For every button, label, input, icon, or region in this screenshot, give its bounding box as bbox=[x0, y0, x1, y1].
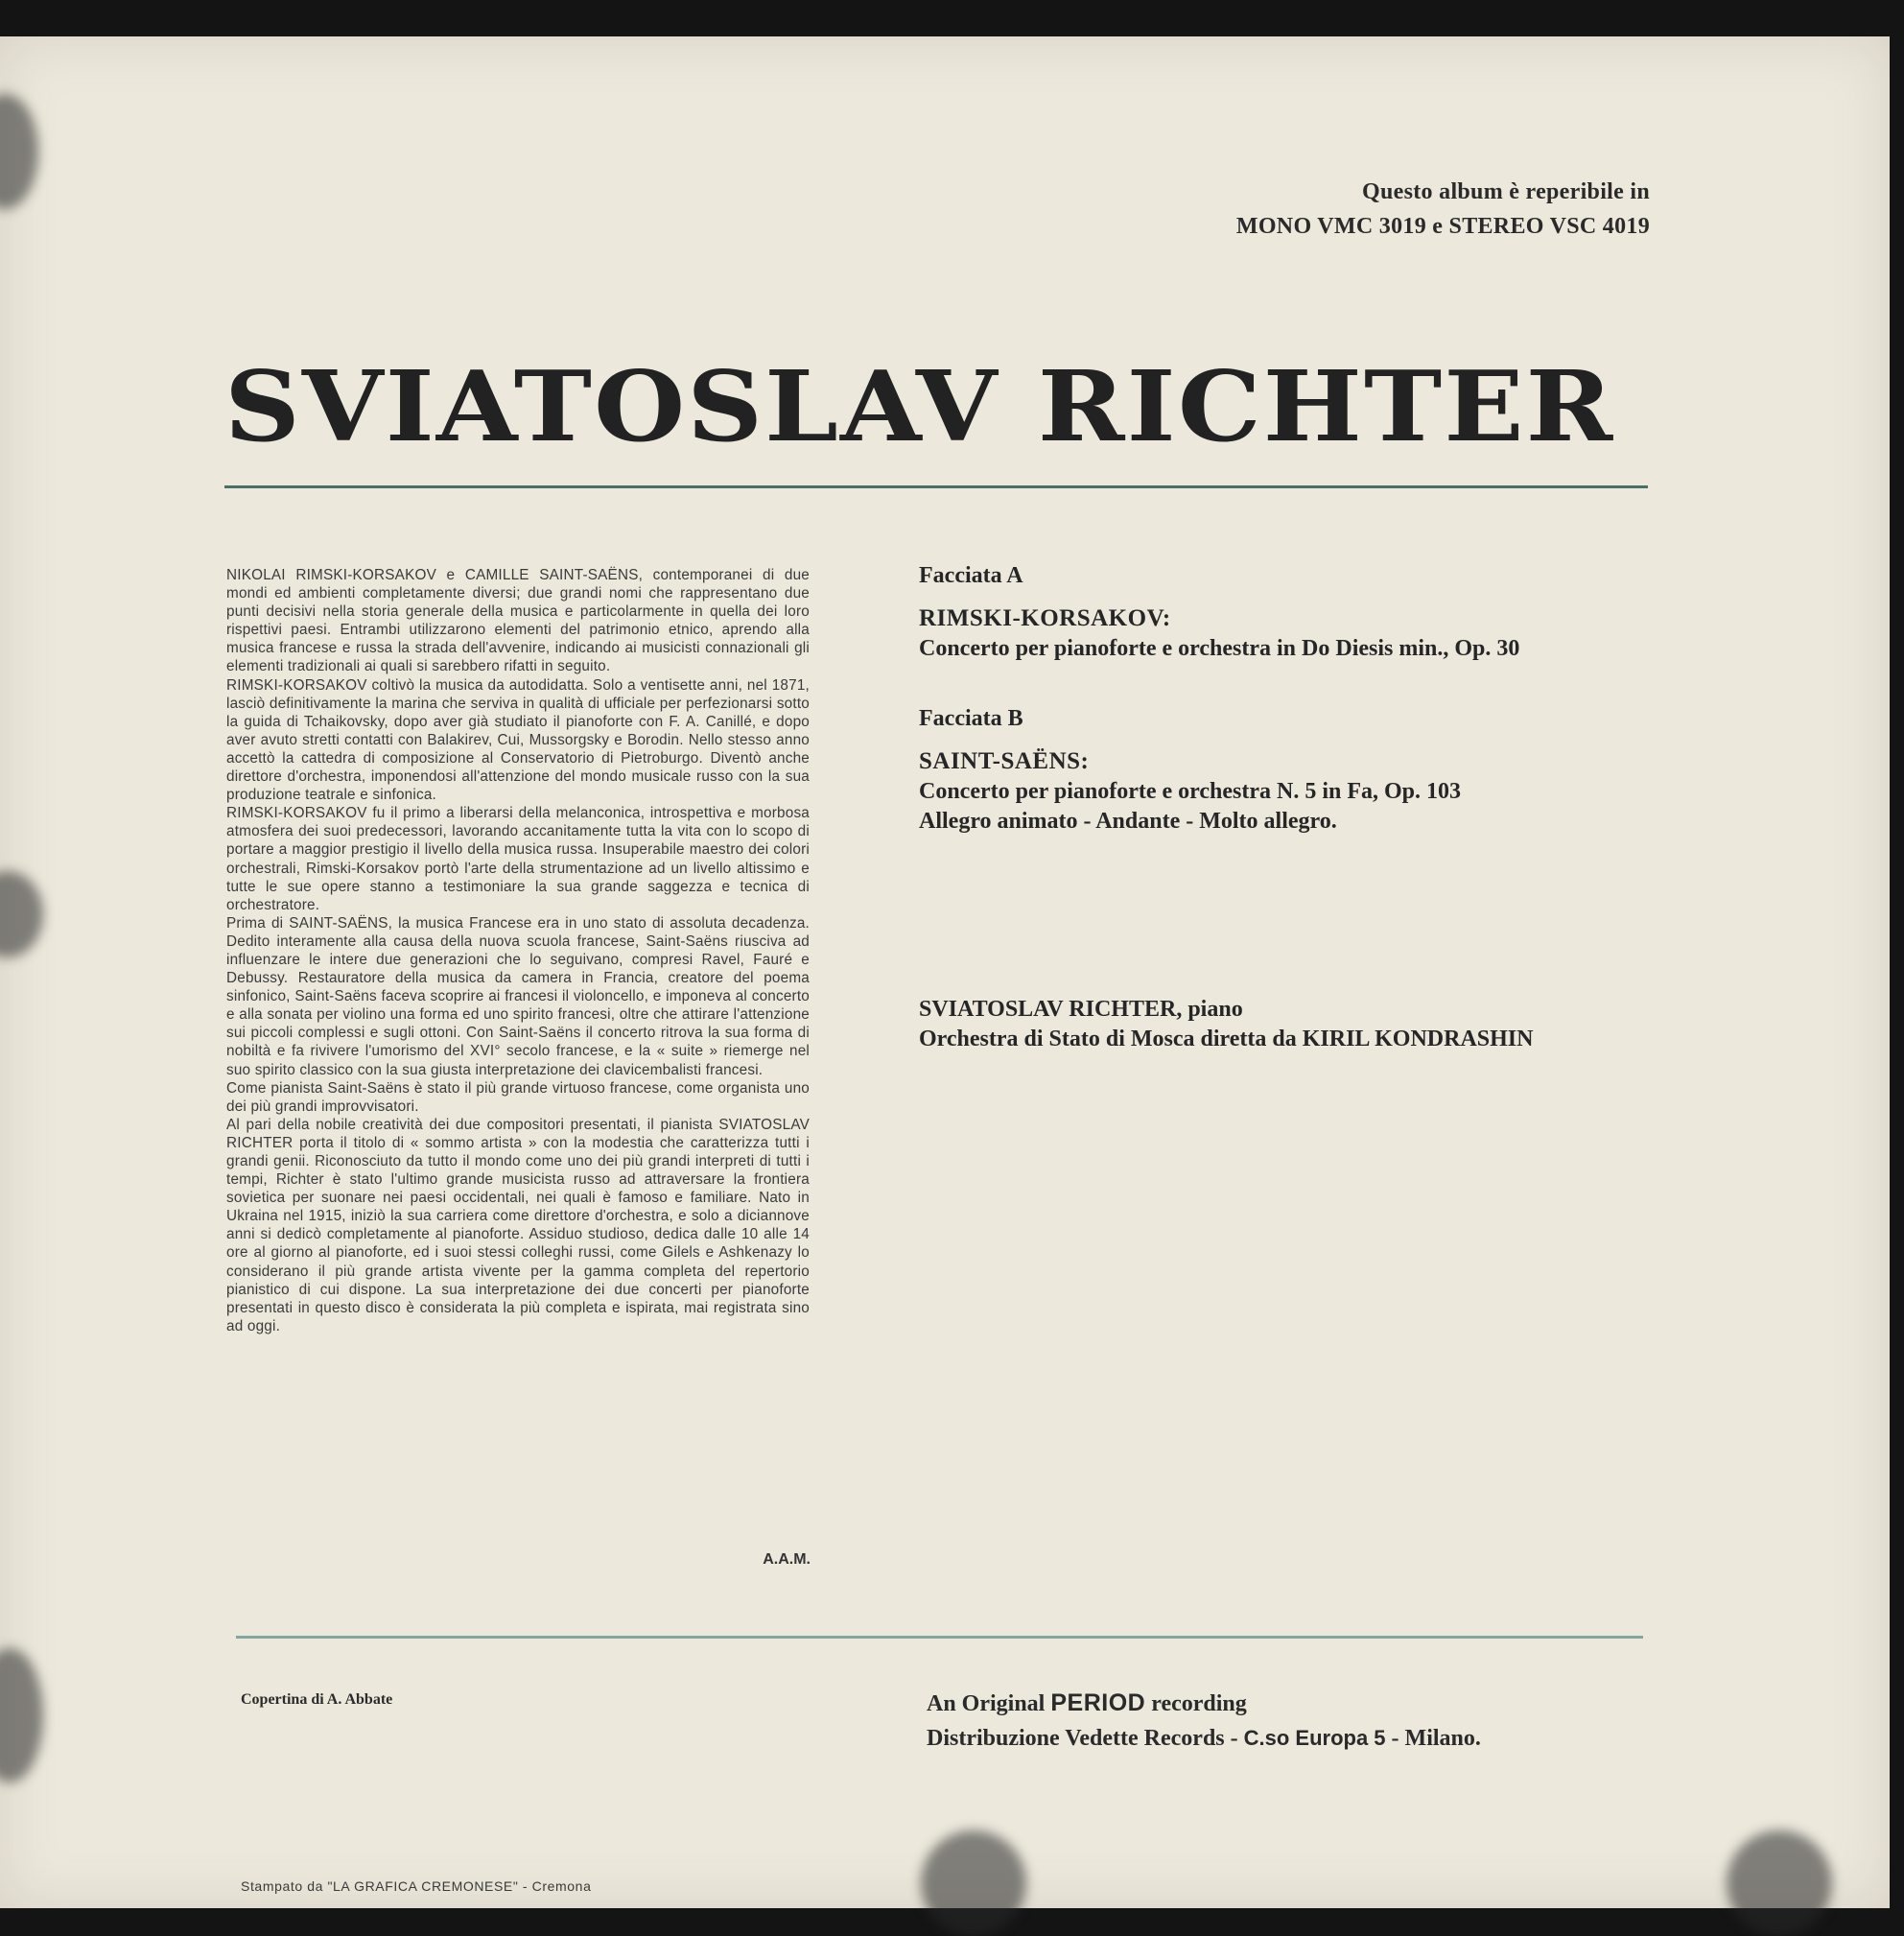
side-a-work: Concerto per pianoforte e orchestra in Do Diesis min., Op. 30 bbox=[919, 636, 1520, 661]
recording-prefix: An Original bbox=[927, 1691, 1046, 1716]
edge-shadow bbox=[0, 94, 38, 209]
edge-shadow bbox=[1727, 1830, 1832, 1936]
label-info bbox=[927, 1686, 1481, 1756]
notes-signature: A.A.M. bbox=[763, 1551, 811, 1568]
side-b-movements: Allegro animato - Andante - Molto allegro. bbox=[919, 809, 1337, 834]
side-a-label: Facciata A bbox=[919, 563, 1023, 588]
notes-paragraph: Come pianista Saint-Saëns è stato il più grande virtuoso francese, come organista uno dei più grandi improvvisatori. bbox=[226, 1079, 810, 1115]
side-b-label: Facciata B bbox=[919, 706, 1023, 731]
notes-paragraph: NIKOLAI RIMSKI-KORSAKOV e CAMILLE SAINT-SAËNS, contemporanei di due mondi ed ambienti completamente diversi; due grandi nomi che rappresentano due punti decisivi nella storia generale della musica e particolarmente in quella dei loro rispettivi paesi. Entrambi utilizzarono elementi del patrimonio etnico, aprendo alla musica francese e russa la strada dell'avvenire, indicando ai musicisti connazionali gli elementi tradizionali ai quali si sarebbero rifatti in seguito. bbox=[226, 567, 810, 675]
page-title: SVIATOSLAV RICHTER bbox=[224, 349, 1615, 463]
performers bbox=[919, 995, 1686, 1054]
side-a-composer: RIMSKI-KORSAKOV: bbox=[919, 605, 1171, 631]
side-a bbox=[919, 559, 1667, 664]
tracklist bbox=[919, 559, 1667, 837]
edge-shadow bbox=[0, 871, 43, 957]
recording-line bbox=[927, 1686, 1481, 1721]
distribution-line bbox=[927, 1721, 1481, 1756]
distribution-address: C.so Europa 5 bbox=[1243, 1726, 1386, 1750]
edge-shadow bbox=[0, 1648, 43, 1783]
soloist-credit: SVIATOSLAV RICHTER, piano bbox=[919, 997, 1243, 1022]
side-b bbox=[919, 702, 1667, 837]
side-b-work: Concerto per pianoforte e orchestra N. 5 in Fa, Op. 103 bbox=[919, 779, 1462, 804]
notes-paragraph: RIMSKI-KORSAKOV coltivò la musica da autodidatta. Solo a ventisette anni, nel 1871, lasciò definitivamente la marina che serviva in qualità di ufficiale per perfezionarsi sotto la guida di Tchaikovsky, dopo aver già studiato il pianoforte con F. A. Canillé, e dopo aver avuto stretti contatti con Balakirev, Cui, Mussorgsky e Borodin. Nello stesso anno accettò la cattedra di composizione al Conservatorio di Pietroburgo. Diventò anche direttore d'orchestra, imponendosi all'attenzione del mondo musicale russo con la sua produzione teatrale e sinfonica. bbox=[226, 676, 810, 804]
period-logo: PERIOD bbox=[1050, 1689, 1146, 1716]
availability-note bbox=[1236, 175, 1650, 244]
notes-paragraph: Prima di SAINT-SAËNS, la musica Francese era in uno stato di assoluta decadenza. Dedito interamente alla causa della nuova scuola francese, Saint-Saëns riusciva ad influenzare le intere due generazioni che lo seguivano, compresi Ravel, Fauré e Debussy. Restauratore della musica da camera in Francia, creatore del poema sinfonico, Saint-Saëns faceva scoprire ai francesi il violoncello, e imponeva al concerto e alla sonata per violino una forma ed uno spirito francesi, oltre che attirare l'attenzione sui piccoli complessi e sugli ottoni. Con Saint-Saëns il concerto ritrova la sua forma di nobiltà e fa rivivere l'umorismo del XVI° secolo francese, e la « suite » riemerge nel suo spirito classico con la sua giusta interpretazione dei clavicembalisti francesi. bbox=[226, 914, 810, 1078]
edge-shadow bbox=[921, 1830, 1026, 1936]
printer-credit: Stampato da "LA GRAFICA CREMONESE" - Cremona bbox=[241, 1878, 592, 1894]
side-b-composer: SAINT-SAËNS: bbox=[919, 748, 1090, 774]
availability-line-2: MONO VMC 3019 e STEREO VSC 4019 bbox=[1235, 214, 1650, 239]
cover-credit: Copertina di A. Abbate bbox=[241, 1691, 393, 1708]
recording-suffix: recording bbox=[1151, 1691, 1247, 1716]
orchestra-credit: Orchestra di Stato di Mosca diretta da KIRIL KONDRASHIN bbox=[919, 1027, 1534, 1051]
notes-paragraph: Al pari della nobile creatività dei due compositori presentati, il pianista SVIATOSLAV RICHTER porta il titolo di « sommo artista » con la modestia che caratterizza tutti i grandi genii. Riconosciuto da tutto il mondo come uno dei più grandi interpreti di tutti i tempi, Richter è stato l'ultimo grande musicista russo ad attraversare la frontiera sovietica per suonare nei paesi occidentali, nei quali è famoso e familiare. Nato in Ukraina nel 1915, iniziò la sua carriera come direttore d'orchestra, e solo a diciannove anni si dedicò completamente al pianoforte. Assiduo studioso, dedica dalle 10 alle 14 ore al giorno al pianoforte, ed i suoi stessi colleghi russi, come Gilels e Ashkenazy lo considerano il più grande artista vivente per la gamma completa del repertorio pianistico di cui dispone. La sua interpretazione dei due concerti per pianoforte presentati in questo disco è considerata la più completa e ispirata, mai registrata sino ad oggi. bbox=[226, 1116, 810, 1334]
divider-bottom bbox=[236, 1636, 1643, 1639]
divider-top bbox=[224, 485, 1648, 488]
distribution-city: - Milano. bbox=[1391, 1726, 1481, 1751]
notes-paragraph: RIMSKI-KORSAKOV fu il primo a liberarsi della melanconica, introspettiva e morbosa atmosfera dei suoi predecessori, lavorando accanitamente tutta la vita con lo scopo di portare a maggior prestigio il livello della musica russa. Insuperabile maestro dei colori orchestrali, Rimski-Korsakov portò l'arte della strumentazione ad un livello altissimo e tutte le sue opere stanno a testimoniare la sua grande saggezza e tecnica di orchestratore. bbox=[226, 805, 810, 913]
liner-notes bbox=[226, 566, 810, 1335]
availability-line-1: Questo album è reperibile in bbox=[1362, 179, 1650, 204]
distribution-text: Distribuzione Vedette Records - bbox=[927, 1726, 1238, 1751]
